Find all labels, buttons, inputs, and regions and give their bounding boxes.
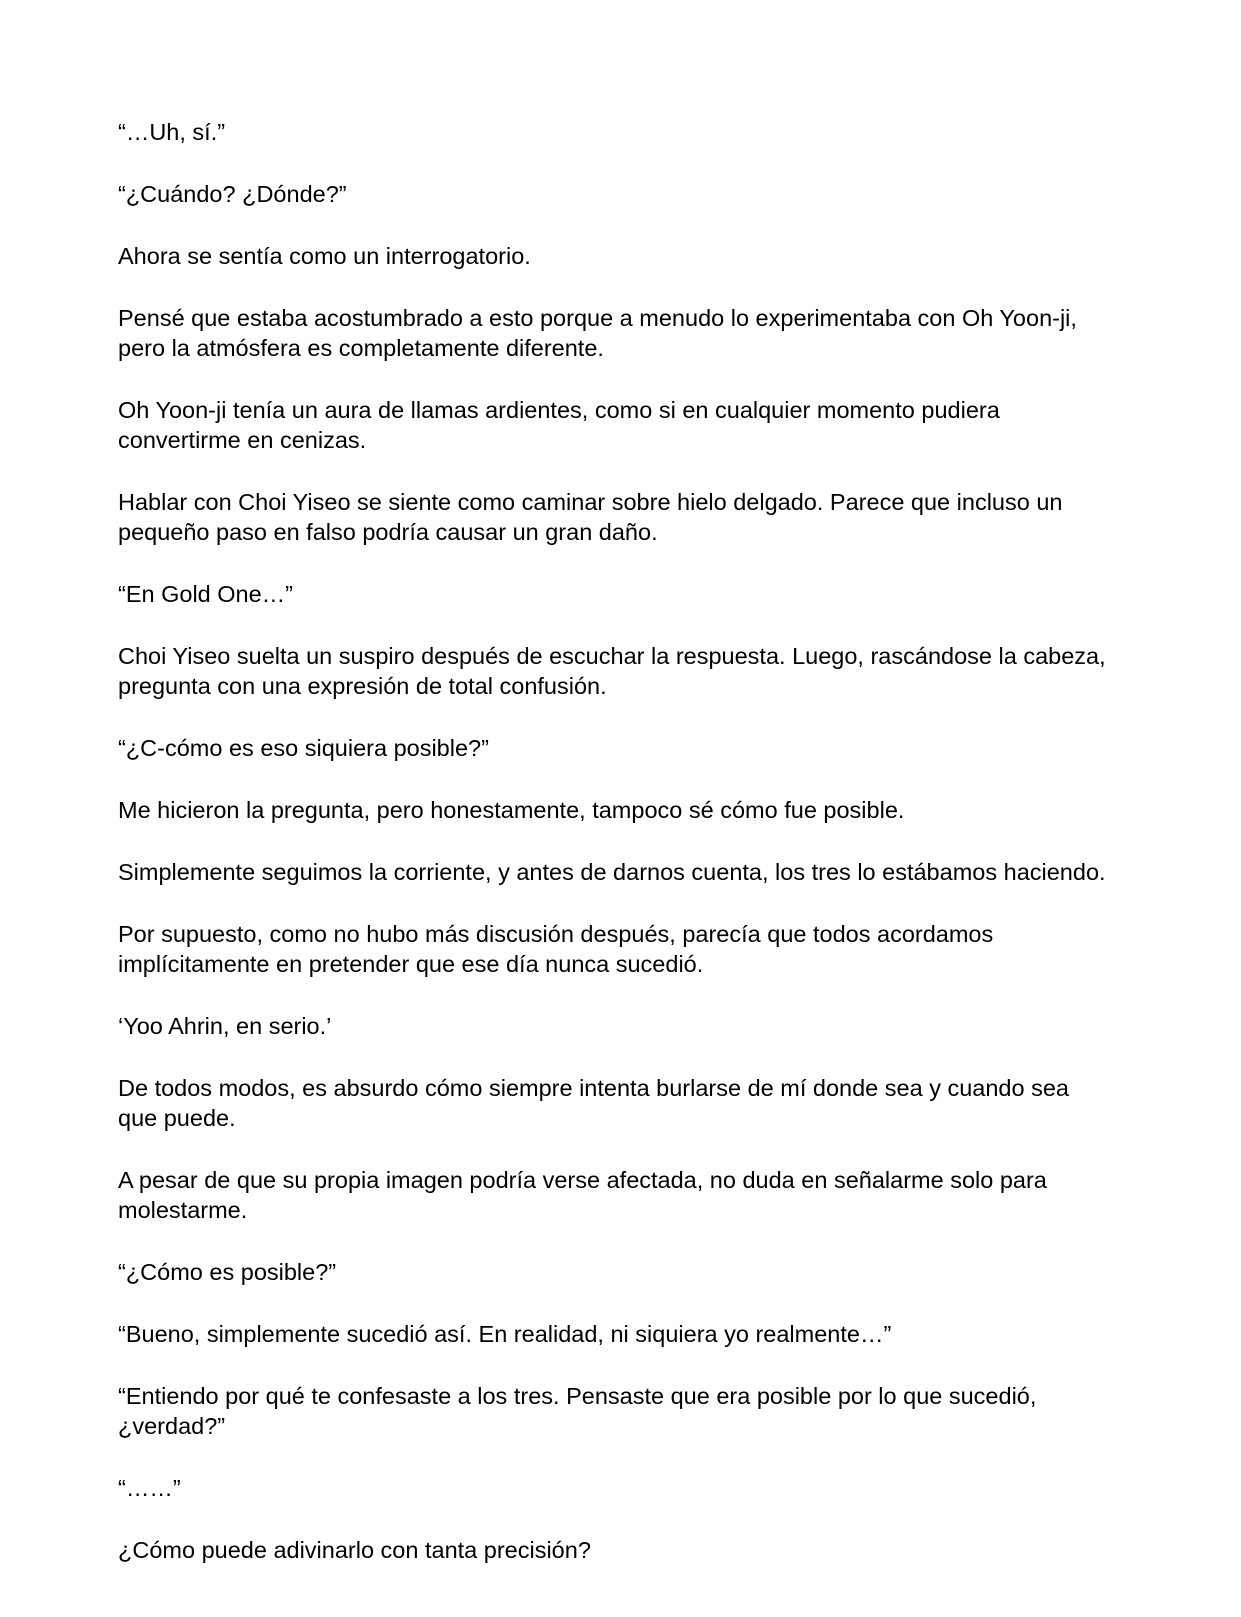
paragraph-8: Choi Yiseo suelta un suspiro después de escuchar la respuesta. Luego, rascándose la cabeza, pregunta con una expresión de total confusión. — [118, 643, 1106, 699]
paragraph-11: Simplemente seguimos la corriente, y antes de darnos cuenta, los tres lo estábamos haciendo. — [118, 859, 1106, 885]
paragraph-7: “En Gold One…” — [118, 581, 294, 607]
text-column — [118, 117, 1108, 1597]
paragraph-15: A pesar de que su propia imagen podría verse afectada, no duda en señalarme solo para molestarme. — [118, 1167, 1047, 1223]
paragraph-17: “Bueno, simplemente sucedió así. En realidad, ni siquiera yo realmente…” — [118, 1321, 892, 1347]
paragraph-2: “¿Cuándo? ¿Dónde?” — [118, 181, 347, 207]
paragraph-1: “…Uh, sí.” — [118, 119, 226, 145]
paragraph-13: ‘Yoo Ahrin, en serio.’ — [118, 1013, 332, 1039]
paragraph-4: Pensé que estaba acostumbrado a esto porque a menudo lo experimentaba con Oh Yoon-ji, pero la atmósfera es completamente diferente. — [118, 305, 1077, 361]
paragraph-5: Oh Yoon-ji tenía un aura de llamas ardientes, como si en cualquier momento pudiera convertirme en cenizas. — [118, 397, 1000, 453]
paragraph-3: Ahora se sentía como un interrogatorio. — [118, 243, 531, 269]
paragraph-10: Me hicieron la pregunta, pero honestamente, tampoco sé cómo fue posible. — [118, 797, 905, 823]
paragraph-9: “¿C-cómo es eso siquiera posible?” — [118, 735, 489, 761]
paragraph-14: De todos modos, es absurdo cómo siempre intenta burlarse de mí donde sea y cuando sea que puede. — [118, 1075, 1069, 1131]
paragraph-19: “……” — [118, 1475, 181, 1501]
paragraph-16: “¿Cómo es posible?” — [118, 1259, 337, 1285]
paragraph-18: “Entiendo por qué te confesaste a los tres. Pensaste que era posible por lo que sucedió, ¿verdad?” — [118, 1383, 1037, 1439]
paragraph-20: ¿Cómo puede adivinarlo con tanta precisión? — [118, 1537, 591, 1563]
paragraph-12: Por supuesto, como no hubo más discusión después, parecía que todos acordamos implícitamente en pretender que ese día nunca sucedió. — [118, 921, 994, 977]
paragraph-6: Hablar con Choi Yiseo se siente como caminar sobre hielo delgado. Parece que incluso un pequeño paso en falso podría causar un gran daño. — [118, 489, 1063, 545]
